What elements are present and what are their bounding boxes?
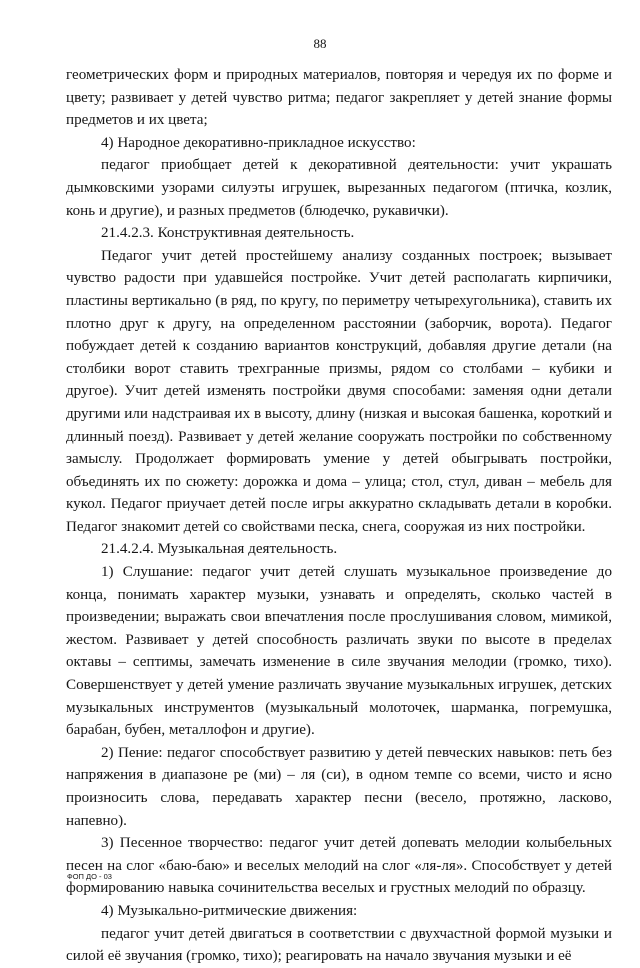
paragraph: Педагог учит детей простейшему анализу созданных построек; вызывает чувство радости при удавшейся постройке. Учит детей располагать кирпичики, пластины вертикально (в ряд, по кругу, по периметру четырехугольника), ставить их плотно друг к другу, на определенном расстоянии (заборчик, ворота). Педагог побуждает детей к созданию вариантов конструкций, добавляя другие детали (на столбики ворот ставить трехгранные призмы, рядом со столбами – кубики и другое). Учит детей изменять постройки двумя способами: заменяя одни детали другими или надстраивая их в высоту, длину (низкая и высокая башенка, короткий и длинный поезд). Развивает у детей желание сооружать постройки по собственному замыслу. Продолжает формировать умение у детей обыгрывать постройки, объединять их по сюжету: дорожка и дома – улица; стол, стул, диван – мебель для кукол. Педагог приучает детей после игры аккуратно складывать детали в коробки. Педагог знакомит детей со свойствами песка, снега, сооружая из них постройки.: [66, 247, 612, 535]
paragraph: 4) Музыкально-ритмические движения:: [101, 902, 358, 919]
footer-code: ФОП ДО - 03: [67, 872, 112, 881]
paragraph: педагог приобщает детей к декоративной деятельности: учит украшать дымковскими узорами силуэты игрушек, вырезанных педагогом (птичка, козлик, конь и другие), и разных предметов (блюдечко, рукавички).: [66, 157, 612, 219]
document-body: [66, 64, 612, 968]
paragraph: педагог учит детей двигаться в соответствии с двухчастной формой музыки и силой её звучания (громко, тихо); реагировать на начало звучания музыки и её: [66, 925, 612, 965]
paragraph: 2) Пение: педагог способствует развитию у детей певческих навыков: петь без напряжения в диапазоне ре (ми) – ля (си), в одном темпе со всеми, чисто и ясно произносить слова, передавать характер песни (весело, протяжно, ласково, напевно).: [66, 744, 612, 829]
paragraph: 4) Народное декоративно-прикладное искусство:: [101, 134, 416, 151]
page-number: 88: [313, 36, 327, 51]
paragraph: 21.4.2.4. Музыкальная деятельность.: [101, 541, 338, 558]
paragraph: 3) Песенное творчество: педагог учит детей допевать мелодии колыбельных песен на слог «баю-баю» и веселых мелодий на слог «ля-ля». Способствует у детей формированию навыка сочинительства веселых и грустных мелодий по образцу.: [66, 835, 612, 897]
paragraph: геометрических форм и природных материалов, повторяя и чередуя их по форме и цвету; развивает у детей чувство ритма; педагог закрепляет у детей знание формы предметов и их цвета;: [66, 67, 612, 129]
paragraph: 1) Слушание: педагог учит детей слушать музыкальное произведение до конца, понимать характер музыки, узнавать и определять, сколько частей в произведении; выражать свои впечатления после прослушивания словом, мимикой, жестом. Развивает у детей способность различать звуки по высоте в пределах октавы – септимы, замечать изменение в силе звучания мелодии (громко, тихо). Совершенствует у детей умение различать звучание музыкальных игрушек, детских музыкальных инструментов (музыкальный молоточек, шарманка, погремушка, барабан, бубен, металлофон и другие).: [66, 564, 612, 739]
paragraph: 21.4.2.3. Конструктивная деятельность.: [101, 225, 355, 242]
